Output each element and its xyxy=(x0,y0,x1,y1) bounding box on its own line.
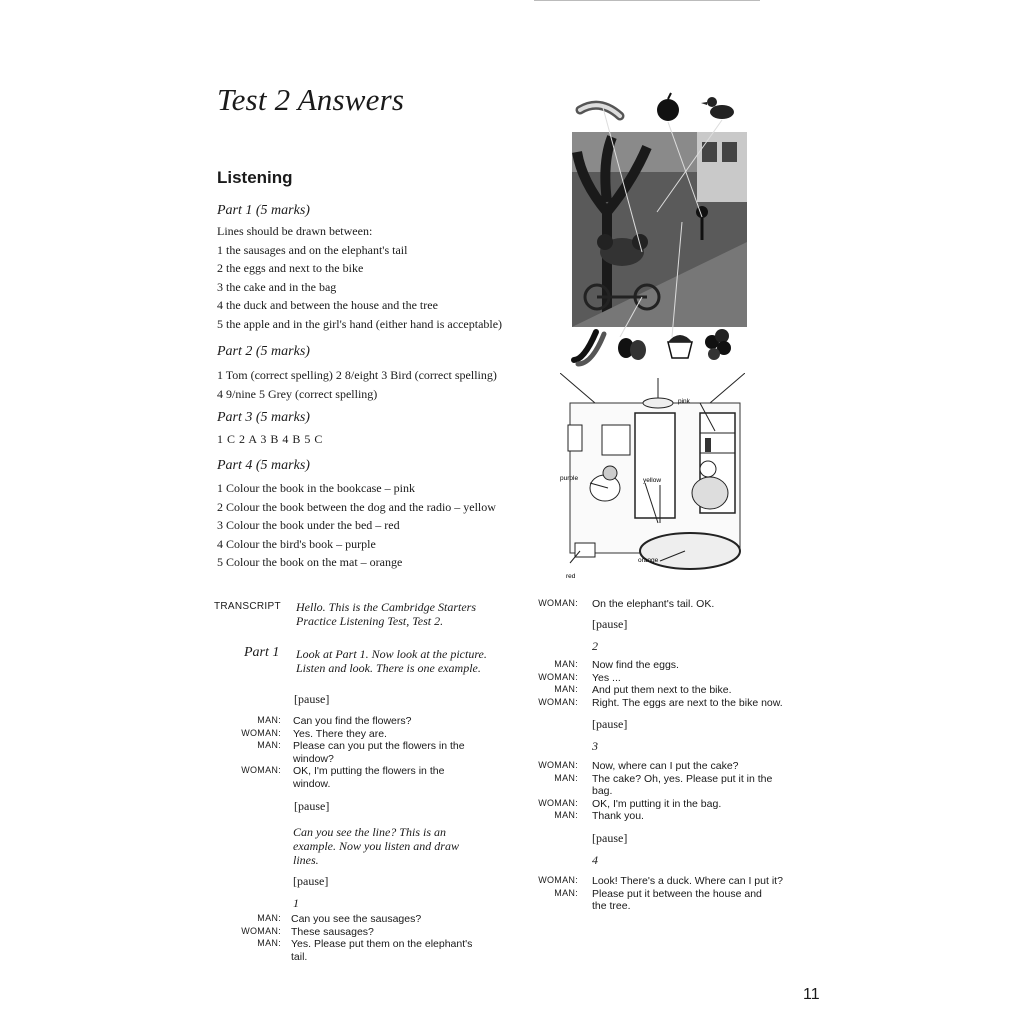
dialogue-row xyxy=(236,765,496,790)
page-title: Test 2 Answers xyxy=(217,82,405,117)
label-purple: purple xyxy=(560,475,579,482)
eggs-icon xyxy=(618,338,646,360)
part2-line: 1 Tom (correct spelling) 2 8/eight 3 Bird (correct spelling) xyxy=(217,368,497,382)
transcript-part1-label: Part 1 xyxy=(244,645,280,660)
transcript-intro: Hello. This is the Cambridge Starters Practice Listening Test, Test 2. xyxy=(296,600,477,628)
utterance: Now, where can I put the cake? xyxy=(592,760,739,772)
utterance: Please put it between the house and the tree. xyxy=(592,887,762,912)
utterance: Yes. There they are. xyxy=(293,727,387,740)
utterance: And put them next to the bike. xyxy=(592,684,732,696)
part2-heading: Part 2 (5 marks) xyxy=(217,344,310,359)
part2-answers xyxy=(217,366,497,403)
top-rule xyxy=(534,0,760,1)
dialogue-row xyxy=(528,659,803,672)
part4-item: 3 Colour the book under the bed – red xyxy=(217,518,400,532)
speaker: WOMAN: xyxy=(538,671,578,682)
dialogue-right-2 xyxy=(528,659,803,709)
speaker: MAN: xyxy=(554,772,578,783)
pause-marker: [pause] xyxy=(294,799,330,813)
speaker: WOMAN: xyxy=(241,925,281,936)
dialogue-row xyxy=(236,728,496,741)
utterance: Thank you. xyxy=(592,810,644,822)
speaker: MAN: xyxy=(554,887,578,898)
transcript-part1-intro: Look at Part 1. Now look at the picture. Listen and look. There is one example. xyxy=(296,647,487,675)
utterance: Please can you put the flowers in the window? xyxy=(293,740,465,765)
speaker: WOMAN: xyxy=(538,760,578,770)
part2-line: 4 9/nine 5 Grey (correct spelling) xyxy=(217,386,378,401)
part4-item: 1 Colour the book in the bookcase – pink xyxy=(217,481,415,495)
dialogue-row xyxy=(528,672,803,685)
speaker: MAN: xyxy=(257,938,281,948)
item-number: 1 xyxy=(293,896,299,910)
duck-icon xyxy=(701,97,734,119)
dialogue-right-3 xyxy=(528,760,803,823)
pause-marker: [pause] xyxy=(294,692,330,706)
part1-answers xyxy=(217,222,502,333)
speaker: WOMAN: xyxy=(538,875,578,885)
part1-item: 1 the sausages and on the elephant's tail xyxy=(217,242,408,257)
listening-heading: Listening xyxy=(217,168,293,187)
street-picture xyxy=(572,104,747,337)
part1-item: 5 the apple and in the girl's hand (either hand is acceptable) xyxy=(217,316,503,331)
part1-item: 4 the duck and between the house and the tree xyxy=(217,298,438,312)
dialogue-row xyxy=(528,810,803,823)
speaker: WOMAN: xyxy=(241,727,281,738)
utterance: The cake? Oh, yes. Please put it in the bag. xyxy=(592,772,773,797)
utterance: Can you find the flowers? xyxy=(293,715,412,727)
pause-marker: [pause] xyxy=(592,717,628,731)
label-pink: pink xyxy=(678,398,690,405)
sausages-icon xyxy=(580,105,620,116)
utterance: OK, I'm putting it in the bag. xyxy=(592,797,722,810)
speaker: MAN: xyxy=(554,684,578,694)
bananas-icon xyxy=(574,332,604,364)
dialogue-example xyxy=(236,715,496,790)
speaker: MAN: xyxy=(257,740,281,750)
utterance: OK, I'm putting the flowers in the window. xyxy=(293,765,445,790)
page-number: 11 xyxy=(803,986,820,1003)
part3-heading: Part 3 (5 marks) xyxy=(217,410,310,425)
label-yellow: yellow xyxy=(643,477,662,484)
utterance: Yes. Please put them on the elephant's tail. xyxy=(291,938,473,963)
dialogue-row xyxy=(528,598,798,611)
dialogue-row xyxy=(528,875,803,888)
speaker: MAN: xyxy=(257,913,281,923)
utterance: Can you see the sausages? xyxy=(291,913,422,925)
part1-item: 3 the cake and in the bag xyxy=(217,279,337,294)
part1-heading: Part 1 (5 marks) xyxy=(217,203,310,218)
part4-item: 5 Colour the book on the mat – orange xyxy=(217,555,403,569)
utterance: Yes ... xyxy=(592,671,621,684)
dialogue-row xyxy=(528,684,803,697)
speaker: WOMAN: xyxy=(538,797,578,808)
dialogue-row xyxy=(528,773,803,798)
utterance: Right. The eggs are next to the bike now. xyxy=(592,696,783,709)
item-number: 3 xyxy=(592,739,598,753)
dialogue-item1 xyxy=(236,913,496,963)
pause-marker: [pause] xyxy=(293,874,329,888)
speaker: WOMAN: xyxy=(241,765,281,775)
street-scene-illustration xyxy=(562,92,752,370)
part4-answers xyxy=(217,479,496,572)
dialogue-row xyxy=(236,715,496,728)
part4-heading: Part 4 (5 marks) xyxy=(217,458,310,473)
dialogue-right-4 xyxy=(528,875,803,913)
part4-item: 2 Colour the book between the dog and the radio – yellow xyxy=(217,499,496,514)
part3-answers: 1 C 2 A 3 B 4 B 5 C xyxy=(217,432,323,446)
dialogue-row xyxy=(528,888,803,913)
utterance: On the elephant's tail. OK. xyxy=(592,598,715,610)
dialogue-row xyxy=(236,938,496,963)
dialogue-row xyxy=(528,798,803,811)
item-number: 2 xyxy=(592,639,598,653)
speaker: MAN: xyxy=(554,810,578,820)
line-instruction: Can you see the line? This is an example. Now you listen and draw lines. xyxy=(293,825,459,867)
dialogue-row xyxy=(236,740,496,765)
cake-icon xyxy=(668,335,692,358)
dialogue-row xyxy=(528,760,803,773)
utterance: Now find the eggs. xyxy=(592,659,679,671)
speaker: MAN: xyxy=(554,659,578,669)
pause-marker: [pause] xyxy=(592,831,628,845)
pause-marker: [pause] xyxy=(592,617,628,631)
part4-item: 4 Colour the bird's book – purple xyxy=(217,536,376,551)
speaker: MAN: xyxy=(257,715,281,725)
dialogue-row xyxy=(528,697,803,710)
speaker: WOMAN: xyxy=(538,598,578,608)
label-orange: orange xyxy=(638,557,659,564)
dialogue-row xyxy=(236,913,496,926)
item-number: 4 xyxy=(592,853,598,867)
label-red: red xyxy=(566,573,576,580)
dialogue-right-1 xyxy=(528,598,798,611)
part1-item: 2 the eggs and next to the bike xyxy=(217,261,364,275)
part1-intro: Lines should be drawn between: xyxy=(217,224,373,238)
utterance: Look! There's a duck. Where can I put it? xyxy=(592,875,783,887)
dialogue-row xyxy=(236,926,496,939)
utterance: These sausages? xyxy=(291,925,374,938)
flowers-icon xyxy=(705,329,731,360)
room-picture xyxy=(560,373,745,569)
room-illustration xyxy=(560,373,745,583)
apple-icon xyxy=(657,93,679,121)
speaker: WOMAN: xyxy=(538,696,578,707)
transcript-label: TRANSCRIPT xyxy=(214,601,281,612)
